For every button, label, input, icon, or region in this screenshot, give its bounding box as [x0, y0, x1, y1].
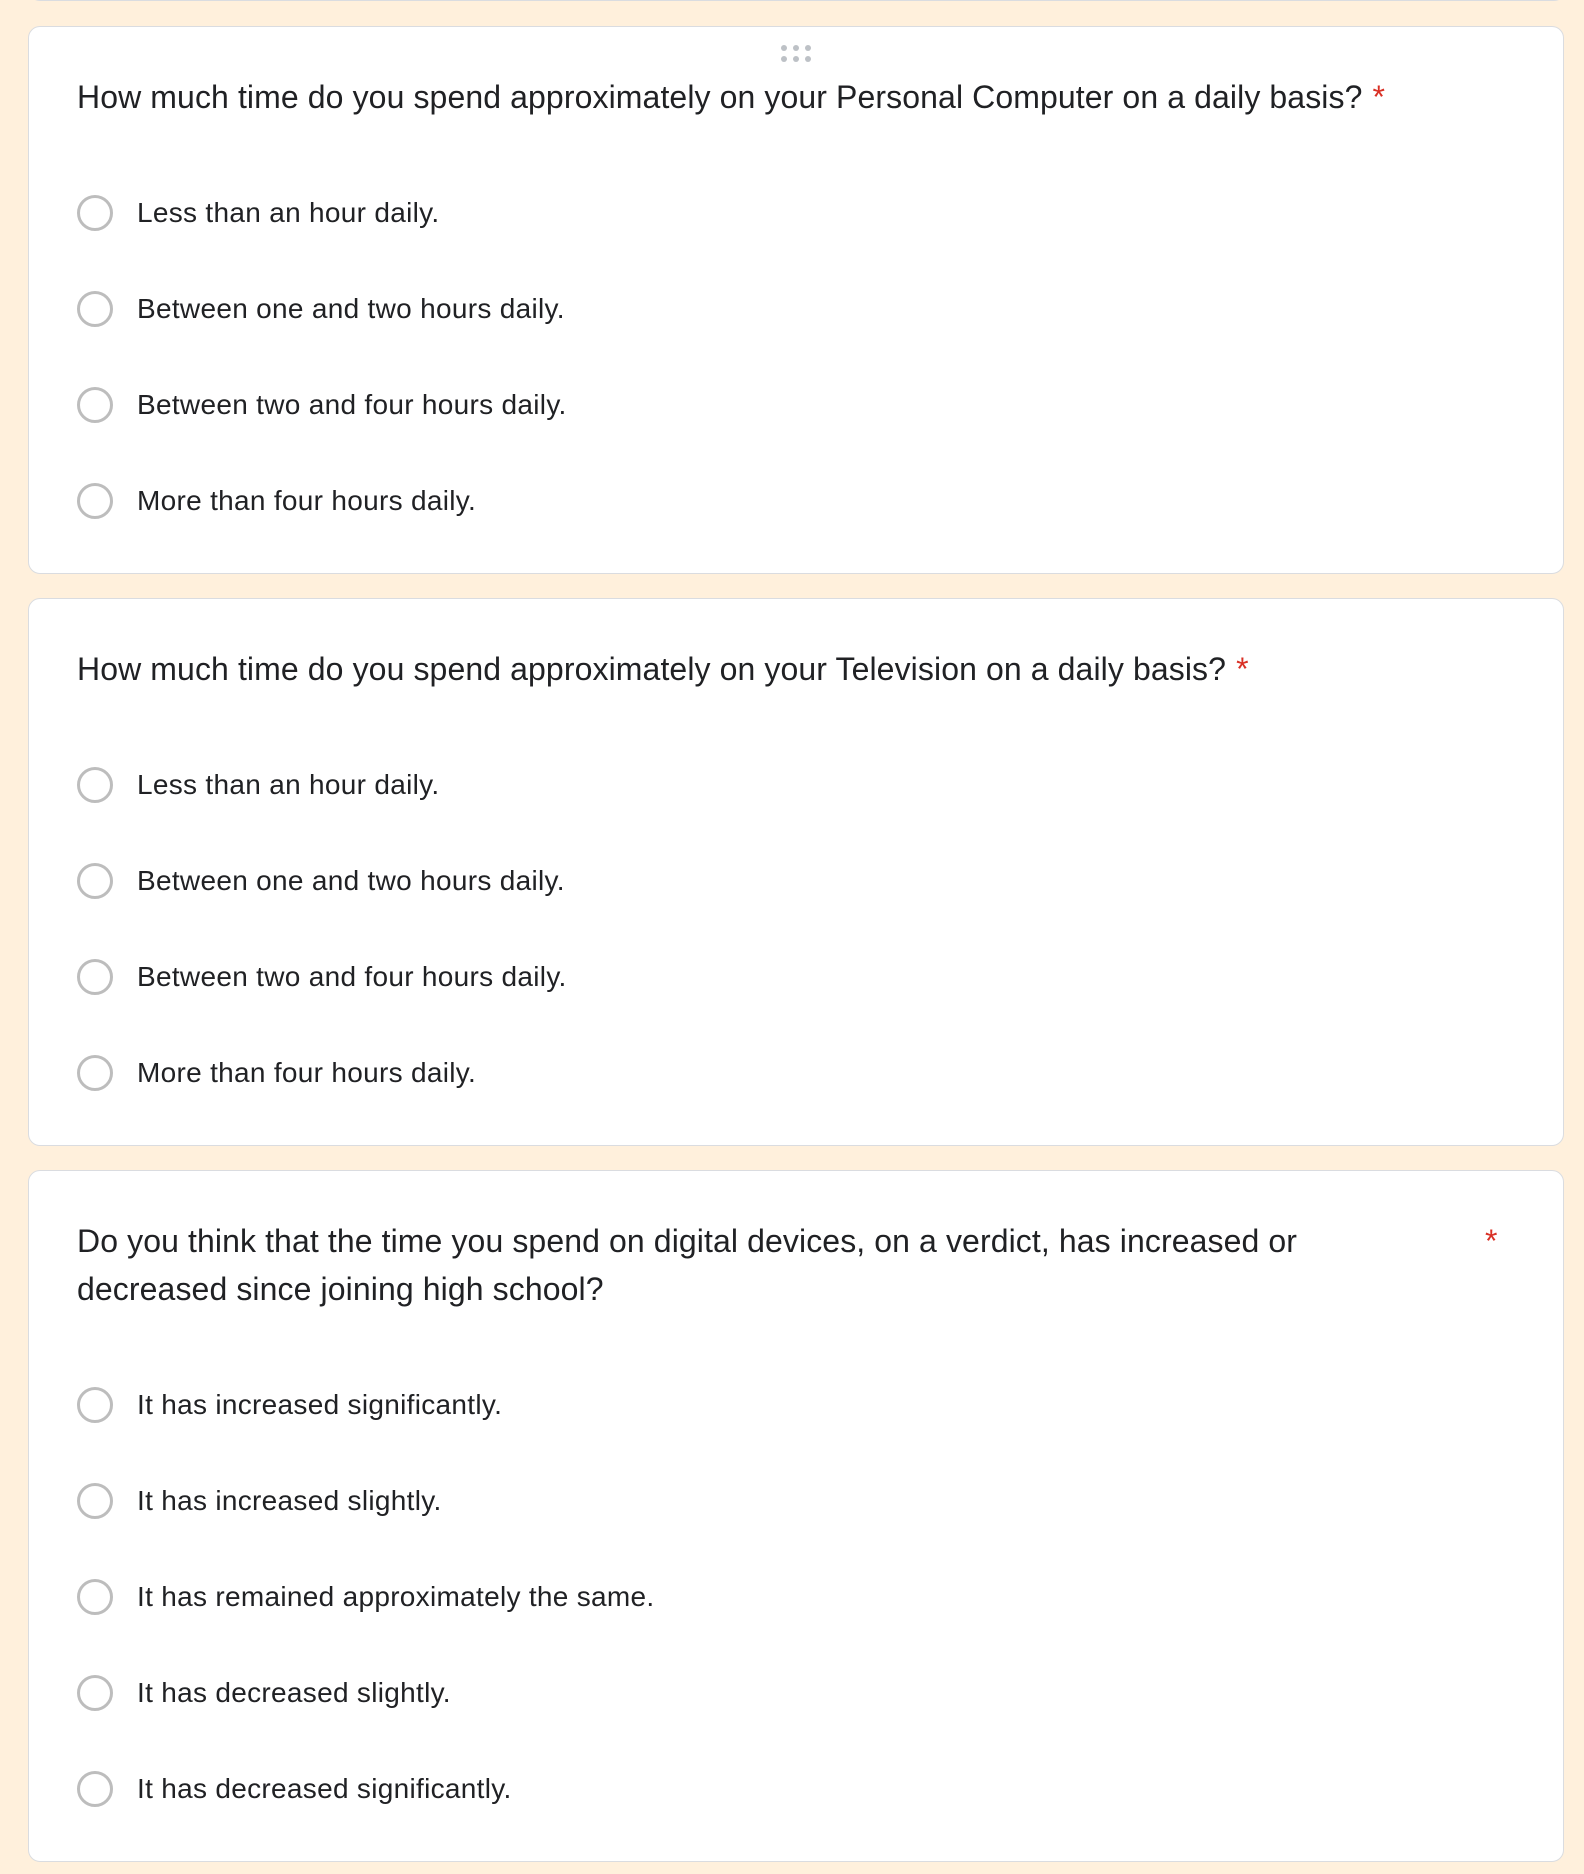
required-asterisk: * [1485, 1223, 1498, 1259]
radio-option[interactable] [77, 1357, 655, 1453]
option-label: Between two and four hours daily. [137, 389, 567, 420]
radio-button[interactable] [77, 1055, 113, 1091]
radio-option[interactable] [77, 1025, 567, 1121]
option-label: More than four hours daily. [137, 1057, 477, 1088]
radio-group [77, 1357, 655, 1837]
question-title [77, 1217, 1377, 1313]
question-card-time-change [28, 1170, 1564, 1862]
question-card-personal-computer [28, 26, 1564, 574]
option-label: Less than an hour daily. [137, 769, 440, 800]
radio-option[interactable] [77, 1741, 655, 1837]
option-label: Between one and two hours daily. [137, 865, 565, 896]
radio-button[interactable] [77, 1387, 113, 1423]
radio-option[interactable] [77, 453, 567, 549]
radio-option[interactable] [77, 929, 567, 1025]
radio-button[interactable] [77, 387, 113, 423]
radio-button[interactable] [77, 483, 113, 519]
radio-button[interactable] [77, 1771, 113, 1807]
option-label: It has decreased significantly. [137, 1773, 512, 1804]
radio-option[interactable] [77, 165, 567, 261]
radio-button[interactable] [77, 863, 113, 899]
required-asterisk: * [1372, 79, 1386, 115]
radio-group [77, 737, 567, 1121]
radio-group [77, 165, 567, 549]
option-label: Less than an hour daily. [137, 197, 440, 228]
option-label: Between two and four hours daily. [137, 961, 567, 992]
radio-button[interactable] [77, 1675, 113, 1711]
question-text: Do you think that the time you spend on digital devices, on a verdict, has increased or decreased since joining high school? [77, 1223, 1298, 1307]
option-label: It has remained approximately the same. [137, 1581, 655, 1612]
question-title [77, 73, 1385, 121]
radio-option[interactable] [77, 1645, 655, 1741]
required-asterisk: * [1236, 651, 1249, 687]
question-card-television [28, 598, 1564, 1146]
radio-button[interactable] [77, 195, 113, 231]
radio-option[interactable] [77, 1549, 655, 1645]
question-title [77, 645, 1249, 693]
question-text: How much time do you spend approximately on your Television on a daily basis? [77, 651, 1227, 687]
question-text: How much time do you spend approximately on your Personal Computer on a daily basis? [77, 79, 1363, 115]
option-label: It has increased slightly. [137, 1485, 442, 1516]
option-label: Between one and two hours daily. [137, 293, 565, 324]
radio-option[interactable] [77, 357, 567, 453]
radio-button[interactable] [77, 1579, 113, 1615]
radio-button[interactable] [77, 1483, 113, 1519]
option-label: It has increased significantly. [137, 1389, 503, 1420]
radio-button[interactable] [77, 767, 113, 803]
drag-handle-icon[interactable] [778, 42, 814, 64]
option-label: It has decreased slightly. [137, 1677, 451, 1708]
previous-card-edge [28, 0, 1566, 1]
radio-option[interactable] [77, 737, 567, 833]
radio-option[interactable] [77, 833, 567, 929]
radio-option[interactable] [77, 261, 567, 357]
option-label: More than four hours daily. [137, 485, 477, 516]
radio-button[interactable] [77, 291, 113, 327]
radio-option[interactable] [77, 1453, 655, 1549]
radio-button[interactable] [77, 959, 113, 995]
